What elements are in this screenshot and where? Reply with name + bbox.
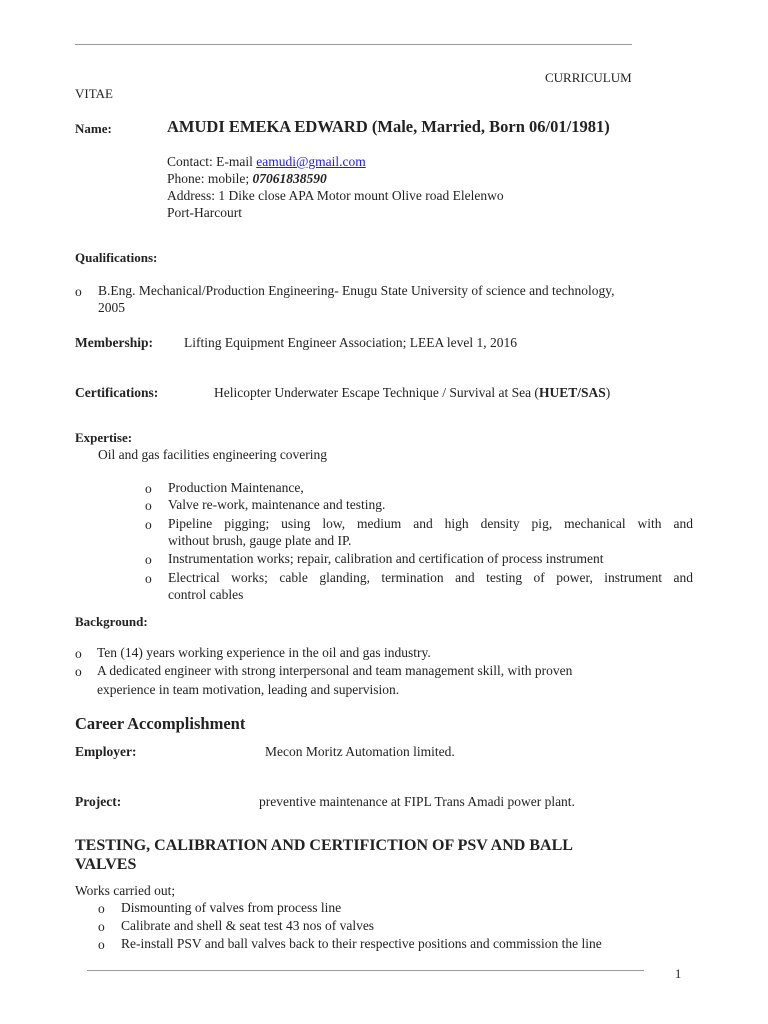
expertise-intro: Oil and gas facilities engineering covering	[98, 447, 328, 462]
expertise-item-line1: Pipeline pigging; using low, medium and high density pig, mechanical with and	[168, 516, 693, 531]
testing-item: Calibrate and shell & seat test 43 nos of valves	[121, 918, 375, 933]
certifications-value-prefix: Helicopter Underwater Escape Technique / Survival at Sea (	[214, 385, 539, 400]
testing-heading-line2: VALVES	[75, 856, 137, 873]
certifications-value-suffix: )	[605, 385, 611, 400]
qualifications-bullet: o	[75, 284, 82, 299]
page-number: 1	[675, 967, 682, 981]
title-curriculum: CURRICULUM	[545, 70, 632, 85]
contact-email-prefix: Contact: E-mail	[167, 154, 257, 169]
qualification-line2: 2005	[98, 300, 125, 315]
expertise-item: Valve re-work, maintenance and testing.	[168, 497, 386, 512]
contact-address-line2: Port-Harcourt	[167, 205, 242, 220]
employer-label: Employer:	[75, 744, 137, 759]
certifications-value	[214, 384, 610, 401]
background-bullet: o	[75, 646, 82, 661]
email-link[interactable]: eamudi@gmail.com	[256, 154, 366, 169]
expertise-item: Production Maintenance,	[168, 480, 304, 495]
header-rule	[75, 44, 632, 45]
testing-item: Re-install PSV and ball valves back to their respective positions and commission the line	[121, 936, 602, 951]
phone-number: 07061838590	[252, 171, 327, 186]
expertise-item	[168, 569, 693, 603]
testing-intro: Works carried out;	[75, 883, 176, 898]
project-value: preventive maintenance at FIPL Trans Amadi power plant.	[259, 794, 575, 809]
employer-value: Mecon Moritz Automation limited.	[265, 744, 455, 759]
expertise-bullet: o	[145, 552, 152, 567]
background-item-line1: A dedicated engineer with strong interpersonal and team management skill, with proven	[97, 663, 573, 678]
expertise-item-line2: without brush, gauge plate and IP.	[168, 533, 352, 548]
membership-value: Lifting Equipment Engineer Association; LEEA level 1, 2016	[184, 335, 517, 350]
certifications-value-bold: HUET/SAS	[538, 385, 606, 400]
background-item: Ten (14) years working experience in the oil and gas industry.	[97, 645, 431, 660]
membership-label: Membership:	[75, 335, 153, 350]
career-heading: Career Accomplishment	[75, 714, 246, 733]
expertise-bullet: o	[145, 571, 152, 586]
testing-heading-line1: TESTING, CALIBRATION AND CERTIFICTION OF PSV AND BALL	[75, 837, 573, 854]
qualification-line1: B.Eng. Mechanical/Production Engineering- Enugu State University of science and technology,	[98, 283, 615, 298]
name-value: AMUDI EMEKA EDWARD (Male, Married, Born 06/01/1981)	[167, 117, 610, 136]
qualifications-heading: Qualifications:	[75, 250, 158, 265]
name-label: Name:	[75, 121, 112, 136]
background-bullet: o	[75, 664, 82, 679]
footer-rule	[87, 970, 644, 971]
expertise-bullet: o	[145, 498, 152, 513]
contact-phone-prefix: Phone: mobile;	[167, 171, 253, 186]
contact-phone-line	[167, 170, 327, 187]
expertise-heading: Expertise:	[75, 430, 133, 445]
title-vitae: VITAE	[75, 86, 113, 101]
testing-bullet: o	[98, 919, 105, 934]
background-item-line2: experience in team motivation, leading and supervision.	[97, 682, 400, 697]
expertise-item: Instrumentation works; repair, calibration and certification of process instrument	[168, 551, 604, 566]
certifications-label: Certifications:	[75, 385, 159, 400]
expertise-bullet: o	[145, 481, 152, 496]
contact-email-line	[167, 153, 366, 170]
testing-bullet: o	[98, 937, 105, 952]
contact-address-line1: Address: 1 Dike close APA Motor mount Olive road Elelenwo	[167, 188, 504, 203]
testing-bullet: o	[98, 901, 105, 916]
background-heading: Background:	[75, 614, 148, 629]
expertise-item-line2: control cables	[168, 587, 244, 602]
expertise-item	[168, 515, 693, 549]
expertise-bullet: o	[145, 517, 152, 532]
testing-item: Dismounting of valves from process line	[121, 900, 342, 915]
expertise-item-line1: Electrical works; cable glanding, termination and testing of power, instrument and	[168, 570, 693, 585]
project-label: Project:	[75, 794, 122, 809]
